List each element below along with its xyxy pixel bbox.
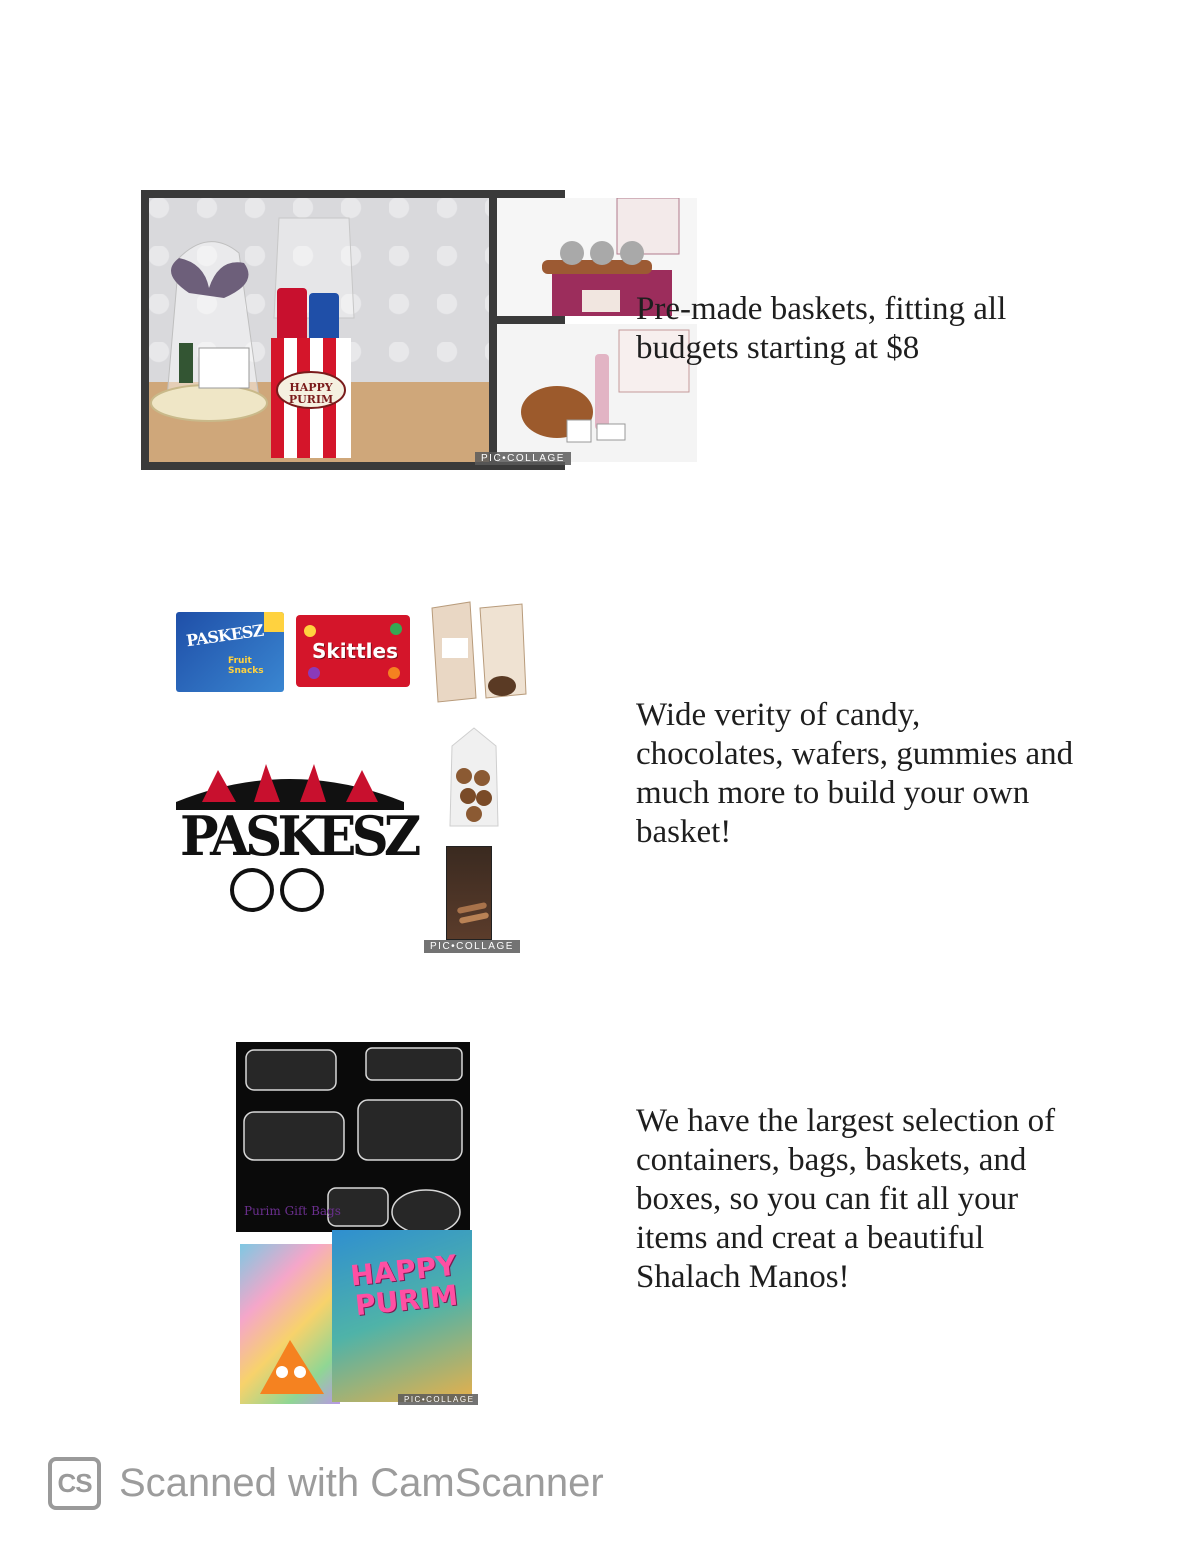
skittles-pack — [296, 615, 410, 687]
collage-watermark: PIC•COLLAGE — [424, 940, 520, 953]
paskesz-logo — [174, 762, 417, 912]
chocolate-bag — [446, 726, 502, 830]
camscanner-footer — [48, 1454, 604, 1512]
fun-size-badge — [264, 612, 284, 632]
purim-gift-bags-photo — [240, 1244, 340, 1404]
basket-box-label: HAPPY PURIM — [288, 381, 334, 406]
baskets-illustration — [149, 198, 489, 462]
containers-caption: We have the largest selection of containers, bags, baskets, and boxes, so you can fit all your items and creat a beautiful Shalach Manos! — [636, 1103, 1056, 1295]
fruit-snacks-pack — [176, 612, 284, 692]
premade-baskets-caption: Pre-made baskets, fitting all budgets starting at $8 — [636, 291, 1007, 366]
collage-watermark: PIC•COLLAGE — [475, 452, 571, 465]
wafer-rolls-illustration — [447, 847, 493, 941]
snack-label: Fruit Snacks — [228, 656, 264, 676]
kopper-chocolate-box — [430, 598, 530, 706]
collage-watermark: PIC•COLLAGE — [398, 1394, 478, 1405]
gift-bag-character — [240, 1244, 340, 1404]
happy-purim-text: HAPPY PURIM — [348, 1248, 460, 1323]
candy-selection-caption: Wide verity of candy, chocolates, wafers, gummies and much more to build your own basket! — [636, 697, 1074, 850]
containers-collage — [228, 1034, 478, 1409]
purim-baskets-photo — [149, 198, 489, 462]
skittles-logo: Skittles — [312, 639, 399, 663]
camscanner-logo: CS — [48, 1457, 101, 1510]
scanned-with-text: Scanned with CamScanner — [119, 1460, 604, 1505]
paskesz-wordmark: PASKESZ — [180, 804, 417, 868]
snack-brand: PASKESZ — [185, 620, 265, 651]
wafer-rolls-box — [446, 846, 492, 940]
gift-bags-label: Purim Gift Bags — [244, 1204, 341, 1218]
premade-baskets-collage — [141, 190, 565, 470]
